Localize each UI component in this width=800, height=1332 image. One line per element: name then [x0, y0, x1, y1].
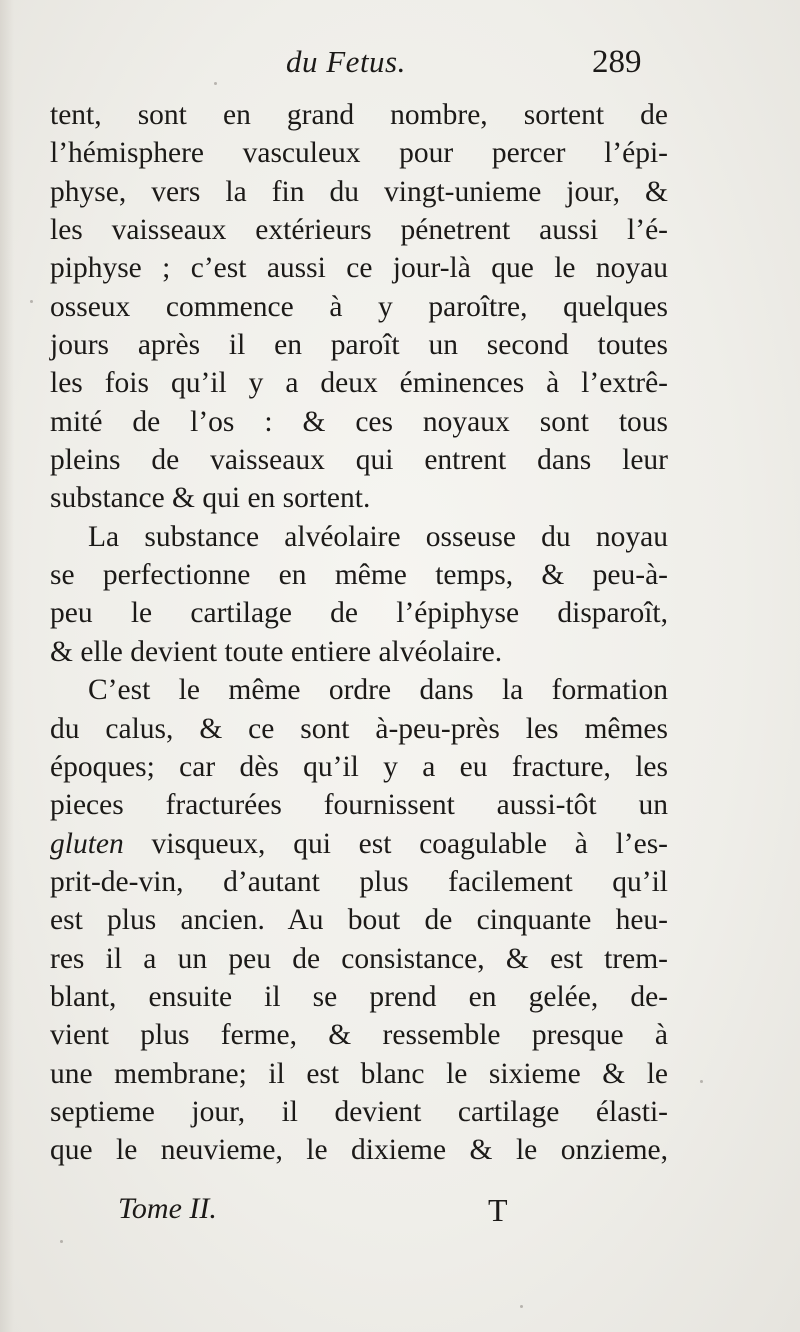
text-line: prit-de-vin, d’autant plus facilement qu’il	[50, 865, 668, 898]
text-line: les fois qu’il y a deux éminences à l’extrê-	[50, 367, 668, 400]
text-line: tent, sont en grand nombre, sortent de	[50, 99, 668, 131]
text-line: jours après il en paroît un second toutes	[50, 329, 668, 362]
text-line: les vaisseaux extérieurs pénetrent aussi l’é-	[50, 214, 668, 247]
text-line: mité de l’os : & ces noyaux sont tous	[50, 405, 668, 438]
page-edge-shadow	[0, 0, 14, 1332]
page-header	[0, 44, 800, 92]
paragraph-start-line: La substance alvéolaire osseuse du noyau	[88, 520, 668, 553]
text-line: vient plus ferme, & ressemble presque à	[50, 1019, 668, 1052]
text-line: physe, vers la fin du vingt-unieme jour, &	[50, 175, 668, 208]
italic-word: gluten	[50, 827, 124, 860]
paragraph-start-line: C’est le même ordre dans la formation	[88, 674, 668, 707]
volume-label: Tome II.	[118, 1192, 217, 1225]
text-line: est plus ancien. Au bout de cinquante heu-	[50, 904, 668, 937]
text-line: res il a un peu de consistance, & est trem-	[50, 942, 668, 975]
paper-speck	[214, 82, 217, 85]
text-line-with-italic	[50, 825, 668, 863]
signature-mark: T	[488, 1192, 508, 1228]
text-line: pleins de vaisseaux qui entrent dans leur	[50, 444, 668, 477]
text-line: époques; car dès qu’il y a eu fracture, les	[50, 750, 668, 783]
body-text	[50, 96, 668, 1170]
text-line: & elle devient toute entiere alvéolaire.	[50, 635, 503, 668]
running-title: du Fetus.	[286, 44, 406, 79]
text-line: se perfectionne en même temps, & peu-à-	[50, 559, 668, 592]
paper-speck	[520, 1305, 523, 1308]
paper-speck	[700, 1080, 703, 1083]
text-line: que le neuvieme, le dixieme & le onzieme,	[50, 1134, 668, 1167]
text-line: osseux commence à y paroître, quelques	[50, 290, 668, 323]
paper-speck	[60, 1240, 63, 1243]
text-line: septieme jour, il devient cartilage élasti-	[50, 1095, 668, 1128]
text-line-rest: visqueux, qui est coagulable à l’es-	[151, 827, 669, 860]
page-number: 289	[592, 44, 642, 80]
text-line: une membrane; il est blanc le sixieme & le	[50, 1057, 668, 1090]
text-line: peu le cartilage de l’épiphyse disparoît,	[50, 597, 668, 630]
text-line: piphyse ; c’est aussi ce jour-là que le noyau	[50, 252, 668, 285]
text-line: du calus, & ce sont à-peu-près les mêmes	[50, 712, 668, 745]
page-footer	[0, 1192, 800, 1236]
text-line: substance & qui en sortent.	[50, 482, 371, 515]
paper-speck	[30, 300, 33, 303]
text-line: pieces fracturées fournissent aussi-tôt un	[50, 789, 668, 822]
text-line: l’hémisphere vasculeux pour percer l’épi-	[50, 137, 668, 170]
text-line: blant, ensuite il se prend en gelée, de-	[50, 980, 668, 1013]
